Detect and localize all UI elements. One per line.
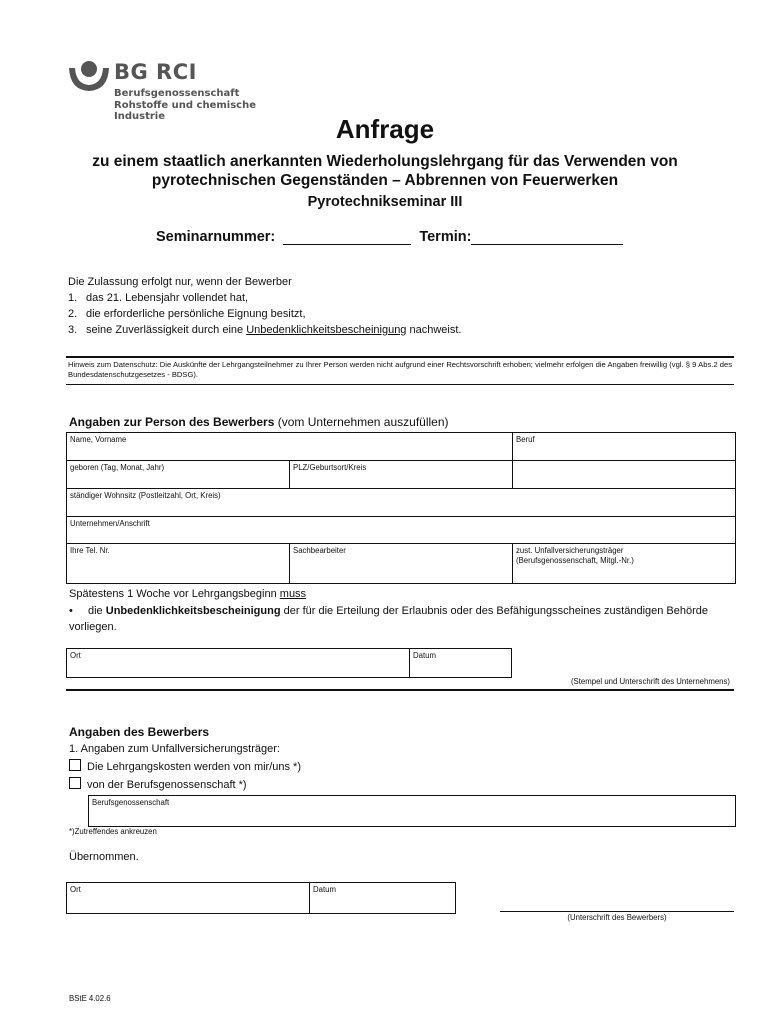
subtitle-line-1: zu einem staatlich anerkannten Wiederholungslehrgang für das Verwenden von — [92, 153, 678, 170]
company-place-field[interactable]: Ort — [70, 651, 81, 660]
admission-item: 1. das 21. Lebensjahr vollendet hat, — [68, 292, 249, 304]
empty-field[interactable] — [513, 461, 735, 488]
company-signature-label: (Stempel und Unterschrift des Unternehmens) — [570, 677, 730, 686]
applicant-signature-label: (Unterschrift des Bewerbers) — [567, 913, 667, 922]
seminar-line — [156, 229, 623, 245]
person-section-heading: Angaben zur Person des Bewerbers (vom Unternehmen auszufüllen) — [69, 415, 449, 429]
option-self-checkbox[interactable] — [69, 759, 81, 771]
logo-name: BG RCI — [114, 60, 197, 84]
logo-line-2: Rohstoffe und chemische Industrie — [114, 100, 256, 122]
insurer-heading: 1. Angaben zum Unfallversicherungsträger: — [69, 743, 280, 755]
uebernommen-text: Übernommen. — [69, 851, 139, 863]
company-place-date-table — [66, 648, 512, 678]
birthdate-field[interactable]: geboren (Tag, Monat, Jahr) — [70, 463, 165, 472]
logo-line-1: Berufsgenossenschaft — [114, 88, 240, 99]
applicant-section-heading: Angaben des Bewerbers — [69, 725, 210, 739]
applicant-signature-line[interactable] — [500, 911, 734, 912]
admission-intro: Die Zulassung erfolgt nur, wenn der Bewerber — [68, 276, 292, 288]
applicant-place-field[interactable]: Ort — [70, 885, 81, 894]
deadline-after: vorliegen. — [69, 621, 117, 633]
termin-label: Termin: — [419, 229, 472, 245]
form-code: BStE 4.02.6 — [69, 994, 111, 1003]
page-title: Anfrage — [335, 114, 435, 144]
admission-item: 2. die erforderliche persönliche Eignung besitzt, — [68, 308, 306, 320]
footnote: *)Zutreffendes ankreuzen — [69, 827, 157, 836]
bg-rci-logo-icon — [68, 60, 110, 92]
clerk-field[interactable]: Sachbearbeiter — [293, 546, 346, 555]
termin-field[interactable] — [471, 230, 623, 245]
option-self[interactable]: Die Lehrgangskosten werden von mir/uns *) — [69, 759, 301, 775]
phone-field[interactable]: Ihre Tel. Nr. — [70, 546, 110, 555]
privacy-note: Hinweis zum Datenschutz: Die Auskünfte der Lehrgangsteilnehmer zu Ihrer Person werden nicht aufgrund einer Rechtsvorschrift erhoben; vielmehr erfolgen die Angaben freiwillig (vgl. § 9 Abs.2 des Bundesdatenschutzgesetzes - BDSG). — [68, 360, 732, 379]
certificate-link: Unbedenklichkeitsbescheinigung — [246, 324, 407, 336]
seminar-name: Pyrotechnikseminar III — [307, 194, 463, 210]
applicant-place-date-table — [66, 882, 456, 914]
seminar-number-field[interactable] — [283, 230, 411, 245]
divider — [66, 356, 734, 358]
must-word: muss — [279, 588, 307, 600]
applicant-date-field[interactable]: Datum — [313, 885, 336, 894]
person-table — [66, 432, 736, 584]
subtitle-line-2: pyrotechnischen Gegenständen – Abbrennen von Feuerwerken — [151, 172, 619, 189]
option-bg[interactable]: von der Berufsgenossenschaft *) — [69, 777, 247, 793]
bg-field[interactable]: Berufsgenossenschaft — [88, 795, 736, 827]
birthplace-field[interactable]: PLZ/Geburtsort/Kreis — [293, 463, 367, 472]
company-date-field[interactable]: Datum — [413, 651, 436, 660]
insurer-field[interactable]: zust. Unfallversicherungsträger (Berufsgenossenschaft, Mitgl.-Nr.) — [516, 546, 634, 565]
name-field[interactable]: Name, Vorname — [70, 435, 127, 444]
residence-field[interactable]: ständiger Wohnsitz (Postleitzahl, Ort, Kreis) — [70, 491, 221, 500]
deadline-bullet: • die Unbedenklichkeitsbescheinigung der für die Erteilung der Erlaubnis oder des Befähigungsscheines zuständigen Behörde — [69, 605, 709, 617]
admission-requirements — [68, 274, 728, 338]
divider — [66, 384, 734, 385]
company-field[interactable]: Unternehmen/Anschrift — [70, 519, 150, 528]
admission-item: 3. seine Zuverlässigkeit durch eine Unbedenklichkeitsbescheinigung nachweist. — [68, 324, 462, 336]
deadline-text: Spätestens 1 Woche vor Lehrgangsbeginn muss • die Unbedenklichkeitsbescheinigung der für die Erteilung der Erlaubnis oder des Befähigungsscheines zuständigen Behörde vorliegen. — [69, 586, 733, 635]
company-signature-line[interactable] — [66, 689, 734, 691]
beruf-field[interactable]: Beruf — [516, 435, 535, 444]
bg-rci-logo — [68, 58, 308, 122]
option-bg-checkbox[interactable] — [69, 777, 81, 789]
page-subtitle — [0, 152, 770, 190]
seminar-number-label: Seminarnummer: — [156, 229, 276, 245]
